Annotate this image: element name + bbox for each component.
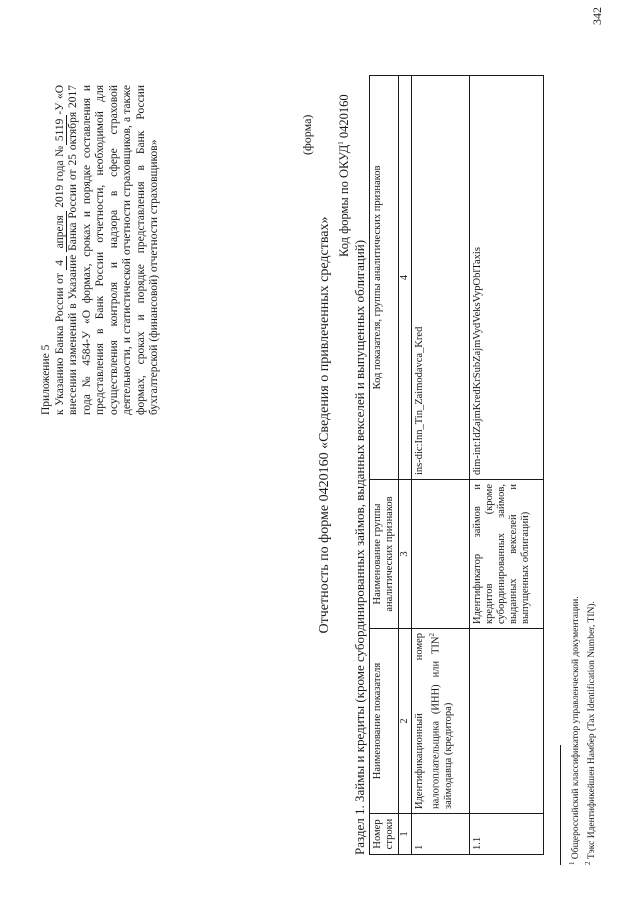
header-group-name: Наименование группы аналитических признаков bbox=[370, 480, 399, 629]
indicators-table bbox=[369, 75, 544, 855]
table-header-row bbox=[370, 76, 399, 855]
appendix-month: апреля bbox=[54, 211, 67, 252]
index-cell: 3 bbox=[399, 480, 412, 629]
appendix-number-sign: № bbox=[53, 145, 66, 157]
section-title: Раздел 1. Займы и кредиты (кроме субординированных займов, выданных векселей и выпущенных облигаций) bbox=[352, 239, 367, 855]
page-number: 342 bbox=[590, 7, 604, 25]
appendix-header bbox=[40, 85, 162, 415]
footnote-2-text: Тэкс Идентификейшен Намбер (Tax Identification Number, TIN). bbox=[587, 601, 598, 860]
footnote-1-mark: 1 bbox=[568, 861, 576, 865]
row-number: 1 bbox=[412, 814, 470, 855]
index-cell: 2 bbox=[399, 629, 412, 814]
footnotes bbox=[566, 596, 598, 865]
header-row-number: Номер строки bbox=[370, 814, 399, 855]
index-cell: 1 bbox=[399, 814, 412, 855]
appendix-day: 4 bbox=[54, 256, 67, 270]
okud-code: 0420160 bbox=[337, 94, 352, 139]
table-row bbox=[470, 76, 544, 855]
row-group-name: Идентификатор займов и кредитов (кроме субординированных займов, выданных векселей и выпущенных облигаций) bbox=[470, 480, 544, 629]
okud-code-line bbox=[337, 94, 352, 257]
row-indicator-name bbox=[470, 629, 544, 814]
table-row bbox=[412, 76, 470, 855]
row-code: dim-int:IdZajmKredKrSubZajmVydVeksVypOblTaxis bbox=[470, 76, 544, 480]
footnote-2-mark: 2 bbox=[584, 861, 593, 865]
row-indicator-name-text: Идентификационный номер налогоплательщика (ИНН) или TIN bbox=[414, 633, 442, 809]
forma-label: (форма) bbox=[300, 114, 314, 155]
appendix-order-number: 5119 bbox=[54, 115, 67, 146]
okud-footnote-mark: 1 bbox=[337, 141, 345, 145]
footnote-separator bbox=[560, 745, 561, 865]
okud-label: Код формы по ОКУД bbox=[337, 144, 352, 257]
row-group-name bbox=[412, 480, 470, 629]
header-code: Код показателя, группы аналитических признаков bbox=[370, 76, 399, 480]
row-code: ins-dic:Inn_Tin_Zaimodavca_Kred bbox=[412, 76, 470, 480]
footnote-1-text: Общероссийский классификатор управленческой документации. bbox=[571, 596, 582, 860]
appendix-year: 2019 года bbox=[53, 160, 66, 208]
row-indicator-name-tail: займодавца (кредитора) bbox=[442, 702, 454, 809]
footnote-2 bbox=[582, 596, 598, 865]
table-index-row bbox=[399, 76, 412, 855]
appendix-order-title: -У «О внесении изменений в Указание Банка России от 25 октября 2017 года № 4584-У «О формах, сроках и порядке составления и представления в Банк России отчетности, необходимой для осуществления контроля и надзора в сфере страховой деятельности, и статистической отчетности страховщиков, а также формах, сроках и порядке представления в Банк России бухгалтерской (финансовой) отчетности страховщиков» bbox=[53, 84, 160, 415]
row-indicator-name bbox=[412, 629, 470, 814]
report-title: Отчетность по форме 0420160 «Сведения о привлеченных средствах» bbox=[317, 216, 332, 634]
footnote-1 bbox=[566, 596, 582, 865]
row-number: 1.1 bbox=[470, 814, 544, 855]
index-cell: 4 bbox=[399, 76, 412, 480]
appendix-ref-text: к Указанию Банка России от bbox=[53, 273, 66, 415]
row-footnote-mark: 2 bbox=[428, 633, 436, 637]
header-indicator-name: Наименование показателя bbox=[370, 629, 399, 814]
appendix-number: Приложение 5 bbox=[40, 344, 52, 415]
